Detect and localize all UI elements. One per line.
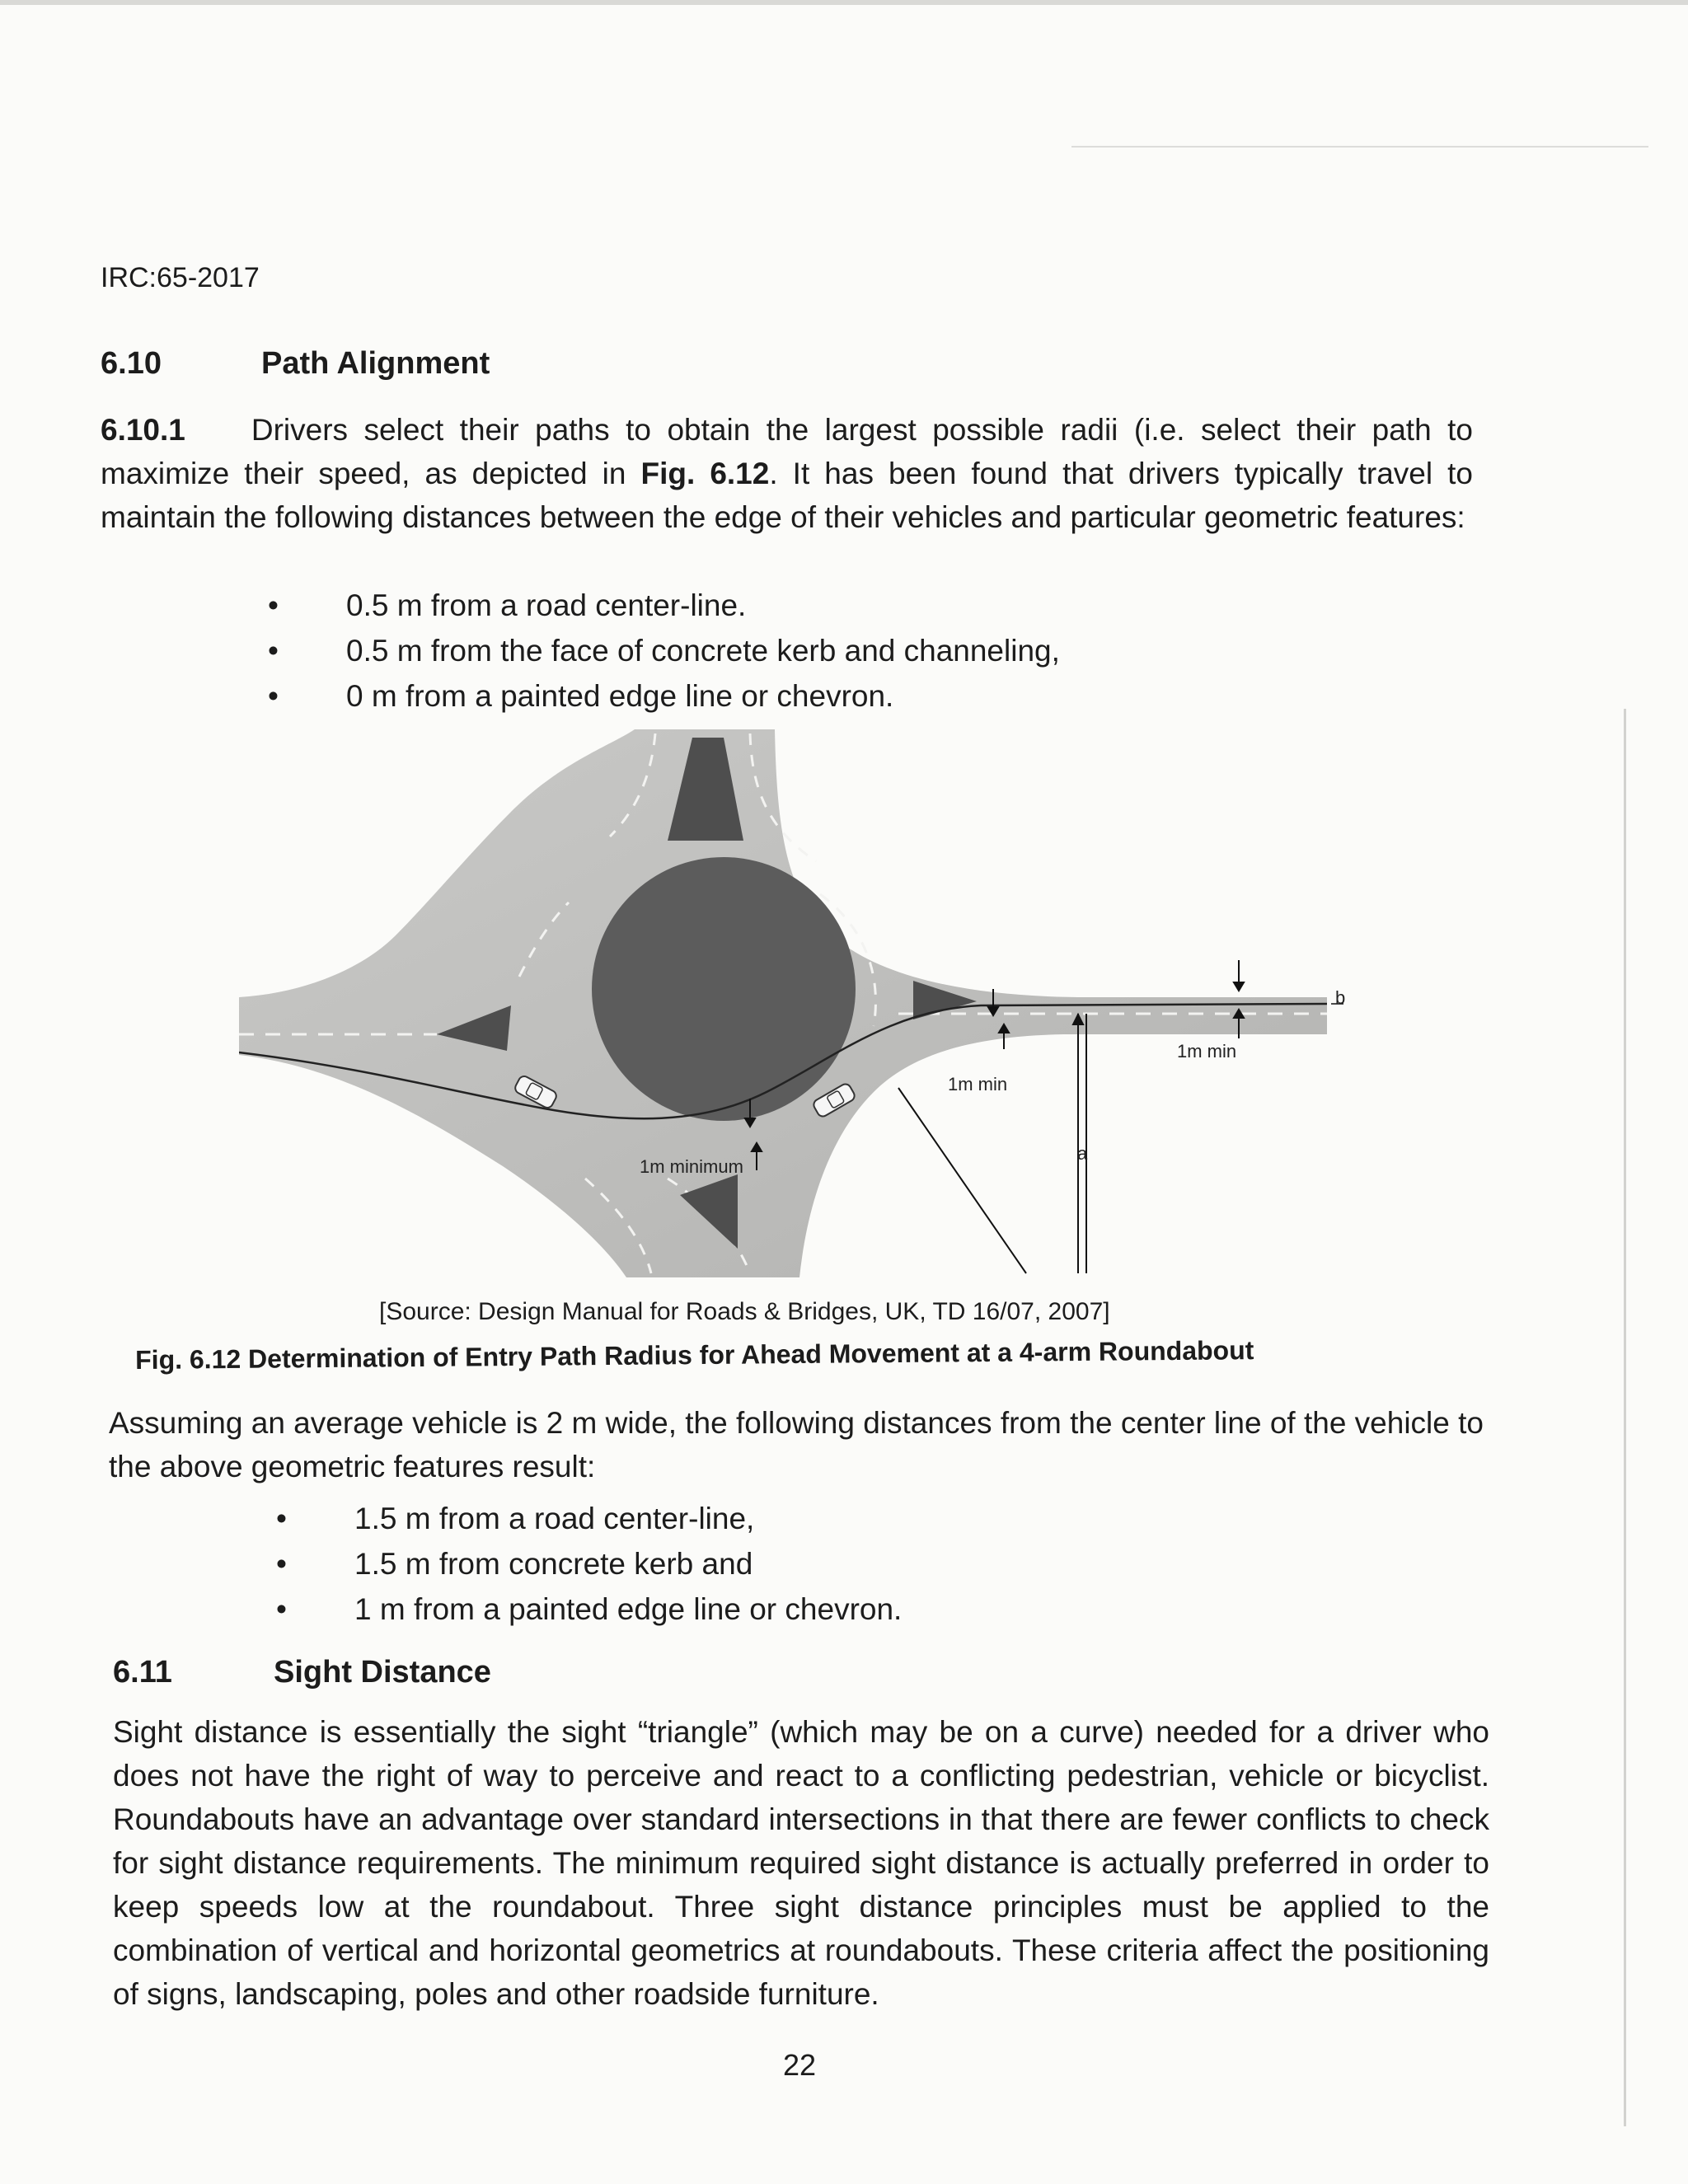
figure-source: [Source: Design Manual for Roads & Bridges, UK, TD 16/07, 2007] [379, 1298, 1110, 1325]
section-number: 6.11 [113, 1655, 172, 1690]
roundabout-diagram [239, 729, 1376, 1282]
label-1m-minimum: 1m minimum [640, 1156, 743, 1177]
page-number: 22 [783, 2048, 817, 2082]
bullet-list-centerline-distances [276, 1496, 1265, 1632]
figure-reference: Fig. 6.12 [640, 457, 770, 490]
paragraph-text-b: . It has been found that drivers typically travel to maintain the following distances between the edge of their vehicles and particular geometric features: [101, 457, 1473, 534]
paragraph-text-a: Drivers select their paths to obtain the largest possible radii (i.e. select their path to maximize their speed, as depicted in [101, 413, 1473, 490]
section-number: 6.10 [101, 346, 162, 381]
list-item: • 1.5 m from a road center-line, [276, 1502, 755, 1535]
paragraph-6-10-1 [101, 408, 1473, 539]
paragraph-vehicle-width: Assuming an average vehicle is 2 m wide, the following distances from the center line of the vehicle to the above geometric features result: [109, 1406, 1484, 1483]
section-title: Path Alignment [261, 346, 490, 381]
paragraph-number: 6.10.1 [101, 413, 185, 447]
list-item: • 0.5 m from the face of concrete kerb and channeling, [268, 634, 1060, 668]
scan-artifact-edge [1624, 709, 1626, 2126]
central-island [592, 857, 856, 1121]
list-item: • 1 m from a painted edge line or chevron. [276, 1592, 903, 1626]
scan-border-top [0, 0, 1688, 5]
construction-line [898, 1088, 1026, 1273]
document-id: IRC:65-2017 [101, 262, 260, 293]
label-a: a [1077, 1143, 1088, 1164]
label-b: b [1335, 987, 1346, 1008]
scan-artifact-line [1071, 146, 1648, 148]
paragraph-sight-distance: Sight distance is essentially the sight “triangle” (which may be on a curve) needed for a driver who does not have the right of way to perceive and react to a conflicting pedestrian, vehicle or bicyclist. Roundabouts have an advantage over standard intersections in that there are fewer conflicts to check for sight distance requirements. The minimum required sight distance is actually preferred in order to keep speeds low at the roundabout. Three sight distance principles must be applied to the combination of vertical and horizontal geometrics at roundabouts. These criteria affect the positioning of signs, landscaping, poles and other roadside furniture. [113, 1715, 1489, 2011]
list-item: • 1.5 m from concrete kerb and [276, 1547, 753, 1581]
list-item: • 0.5 m from a road center-line. [268, 588, 747, 622]
bullet-list-edge-distances [268, 583, 1257, 719]
label-1m-min-exit: 1m min [1177, 1041, 1237, 1062]
figure-caption: Fig. 6.12 Determination of Entry Path Radius for Ahead Movement at a 4-arm Roundabout [135, 1335, 1254, 1375]
section-title: Sight Distance [274, 1655, 491, 1690]
list-item: • 0 m from a painted edge line or chevron. [268, 679, 894, 713]
label-1m-min-entry: 1m min [948, 1074, 1008, 1094]
